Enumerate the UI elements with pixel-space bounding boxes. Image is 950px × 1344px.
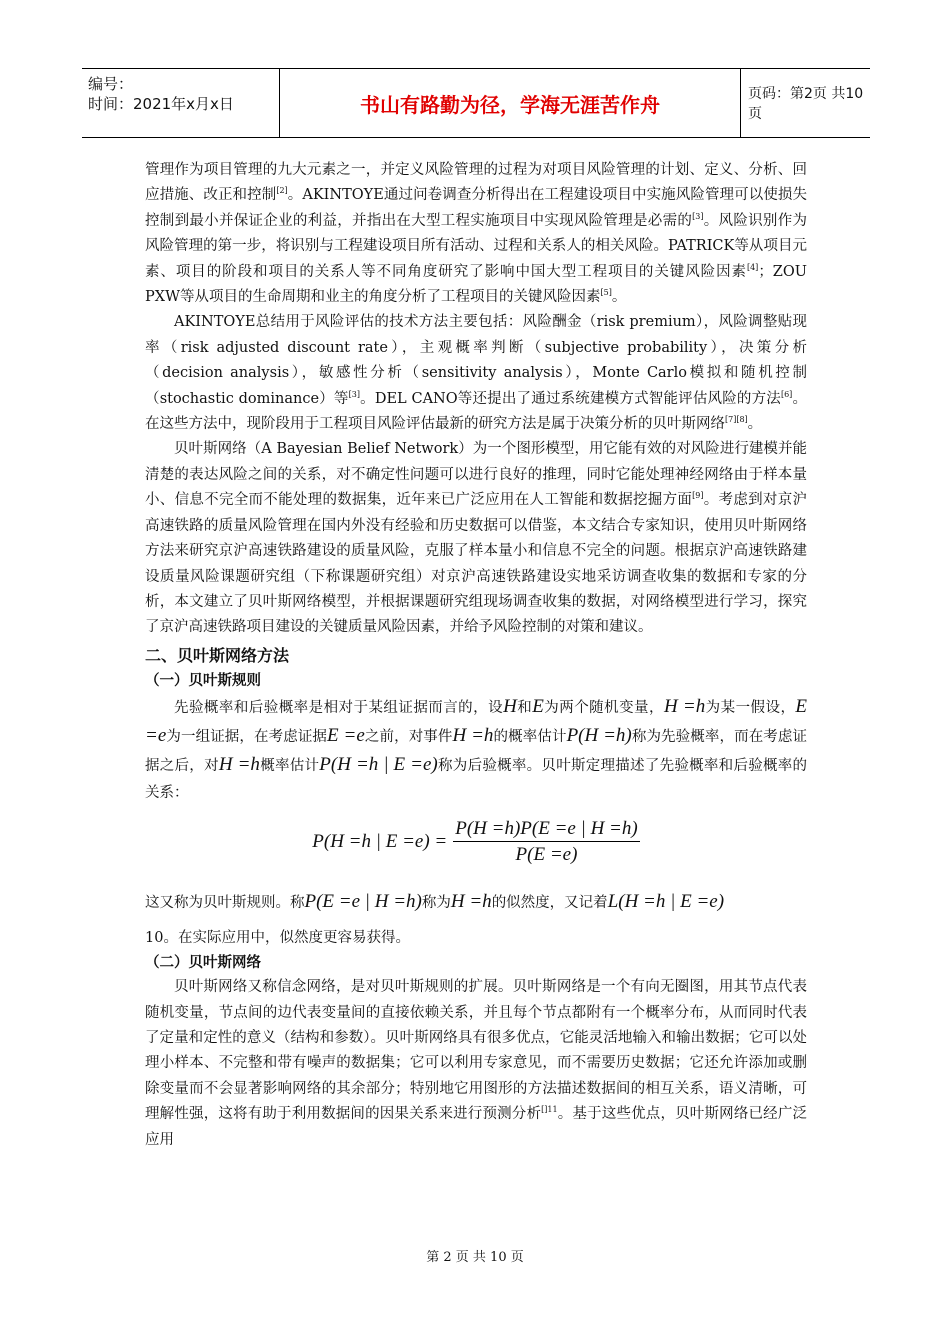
math-expr: L(H =h | E =e) xyxy=(607,890,725,912)
formula-numerator: P(H =h)P(E =e | H =h) xyxy=(453,818,639,842)
citation: [6] xyxy=(780,389,793,399)
citation: [3] xyxy=(692,211,704,221)
formula-fraction xyxy=(453,818,639,866)
formula-lhs: P(H =h | E =e) = xyxy=(312,830,448,852)
math-expr: H =h xyxy=(663,695,706,717)
math-var: E xyxy=(532,695,544,717)
bayes-formula xyxy=(145,811,807,873)
paragraph-2: AKINTOYE总结用于风险评估的技术方法主要包括：风险酬金（risk premium），风险调整贴现率（risk adjusted discount rate），主观概率判断（subjective probability），决策分析（decision analysis），敏感性分析（sensitivity analysis），Monte Carlo模拟和随机控制（stochastic dominance）等[3]。DEL CANO等还提出了通过系统建模方式智能评估风险的方法[6]。在这些方法中，现阶段用于工程项目风险评估最新的研究方法是属于决策分析的贝叶斯网络[7][8]。 xyxy=(145,314,808,433)
paragraph-bayes-rule: 先验概率和后验概率是相对于某组证据而言的，设H和E为两个随机变量，H =h为某一假设，E =e为一组证据，在考虑证据E =e之前，对事件H =h的概率估计P(H =h)称为先验概率，而在考虑证据之后，对H =h概率估计P(H =h | E =e)称为后验概率。贝叶斯定理描述了先验概率和后验概率的关系： xyxy=(145,695,808,801)
page-footer: 第 2 页 共 10 页 xyxy=(426,1250,524,1265)
math-expr: P(H =h) xyxy=(566,724,632,746)
math-expr: H =h xyxy=(452,724,494,746)
page-header xyxy=(82,68,870,138)
section-heading: 二、贝叶斯网络方法 xyxy=(145,645,290,665)
math-expr: P(H =h | E =e) xyxy=(319,753,438,775)
citation: [5] xyxy=(600,288,612,298)
header-time: 时间：2021年x月x日 xyxy=(88,95,234,113)
paragraph-bayes-network: 贝叶斯网络又称信念网络，是对贝叶斯规则的扩展。贝叶斯网络是一个有向无圈图，用其节点代表随机变量，节点间的边代表变量间的直接依赖关系，并且每个节点都附有一个概率分布，从而同时代表了定量和定性的意义（结构和参数）。贝叶斯网络具有很多优点，它能灵活地输入和输出数据；它可以处理小样本、不完整和带有噪声的数据集；它可以利用专家意见，而不需要历史数据；它还允许添加或删除变量而不会显著影响网络的其余部分；特别地它用图形的方法描述数据间的相互关系，语义清晰，可理解性强，这将有助于利用数据间的因果关系来进行预测分析$^{[]11}$。基于这些优点，贝叶斯网络已经广泛应用 xyxy=(145,979,808,1148)
citation: [4] xyxy=(746,262,759,272)
citation: [7][8] xyxy=(725,415,748,425)
paragraph-likelihood: 这又称为贝叶斯规则。称P(E =e | H =h)称为H =h的似然度，又记着L(H =h | E =e) xyxy=(145,890,725,912)
citation: [3] xyxy=(348,389,360,399)
math-expr: E =e xyxy=(327,724,365,746)
math-expr: E =e xyxy=(145,695,808,746)
paragraph-likelihood-cont: 10。在实际应用中，似然度更容易获得。 xyxy=(145,929,410,946)
math-var: H xyxy=(503,695,517,717)
header-page-info: 页码：第2页 共10页 xyxy=(748,86,864,122)
subsection-heading-1: （一）贝叶斯规则 xyxy=(145,672,261,689)
formula-denominator: P(E =e) xyxy=(515,843,578,865)
header-motto: 书山有路勤为径，学海无涯苦作舟 xyxy=(280,69,741,137)
header-number: 编号： xyxy=(88,75,134,93)
math-expr: H =h xyxy=(450,890,492,912)
citation: []11 xyxy=(541,1105,558,1115)
citation: [2] xyxy=(276,186,288,196)
math-expr: P(E =e | H =h) xyxy=(304,890,422,912)
math-expr: H =h xyxy=(218,753,260,775)
header-meta xyxy=(82,69,280,137)
paragraph-3: 贝叶斯网络（A Bayesian Belief Network）为一个图形模型，用它能有效的对风险进行建模并能清楚的表达风险之间的关系，对不确定性问题可以进行良好的推理，同时它能处理神经网络由于样本量小、信息不完全而不能处理的数据集，近年来已广泛应用在人工智能和数据挖掘方面[9]。考虑到对京沪高速铁路的质量风险管理在国内外没有经验和历史数据可以借鉴，本文结合专家知识，使用贝叶斯网络方法来研究京沪高速铁路建设的质量风险，克服了样本量小和信息不完全的问题。根据京沪高速铁路建设质量风险课题研究组（下称课题研究组）对京沪高速铁路建设实地采访调查收集的数据和专家的分析，本文建立了贝叶斯网络模型，并根据课题研究组现场调查收集的数据，对网络模型进行学习，探究了京沪高速铁路项目建设的关键质量风险因素，并给予风险控制的对策和建议。 xyxy=(145,441,807,636)
subsection-heading-2: （二）贝叶斯网络 xyxy=(145,955,261,972)
paragraph-1: 管理作为项目管理的九大元素之一，并定义风险管理的过程为对项目风险管理的计划、定义、分析、回应措施、改正和控制[2]。AKINTOYE通过问卷调查分析得出在工程建设项目中实施风险管理可以使损失控制到最小并保证企业的利益，并指出在大型工程实施项目中实现风险管理是必需的[3]。风险识别作为风险管理的第一步，将识别与工程建设项目所有活动、过程和关系人的相关风险。PATRICK等从项目元素、项目的阶段和项目的关系人等不同角度研究了影响中国大型工程项目的关键风险因素[4]；ZOU PXW等从项目的生命周期和业主的角度分析了工程项目的关键风险因素[5]。 xyxy=(145,162,808,306)
citation: [9] xyxy=(692,491,704,501)
document-body xyxy=(145,158,807,1153)
